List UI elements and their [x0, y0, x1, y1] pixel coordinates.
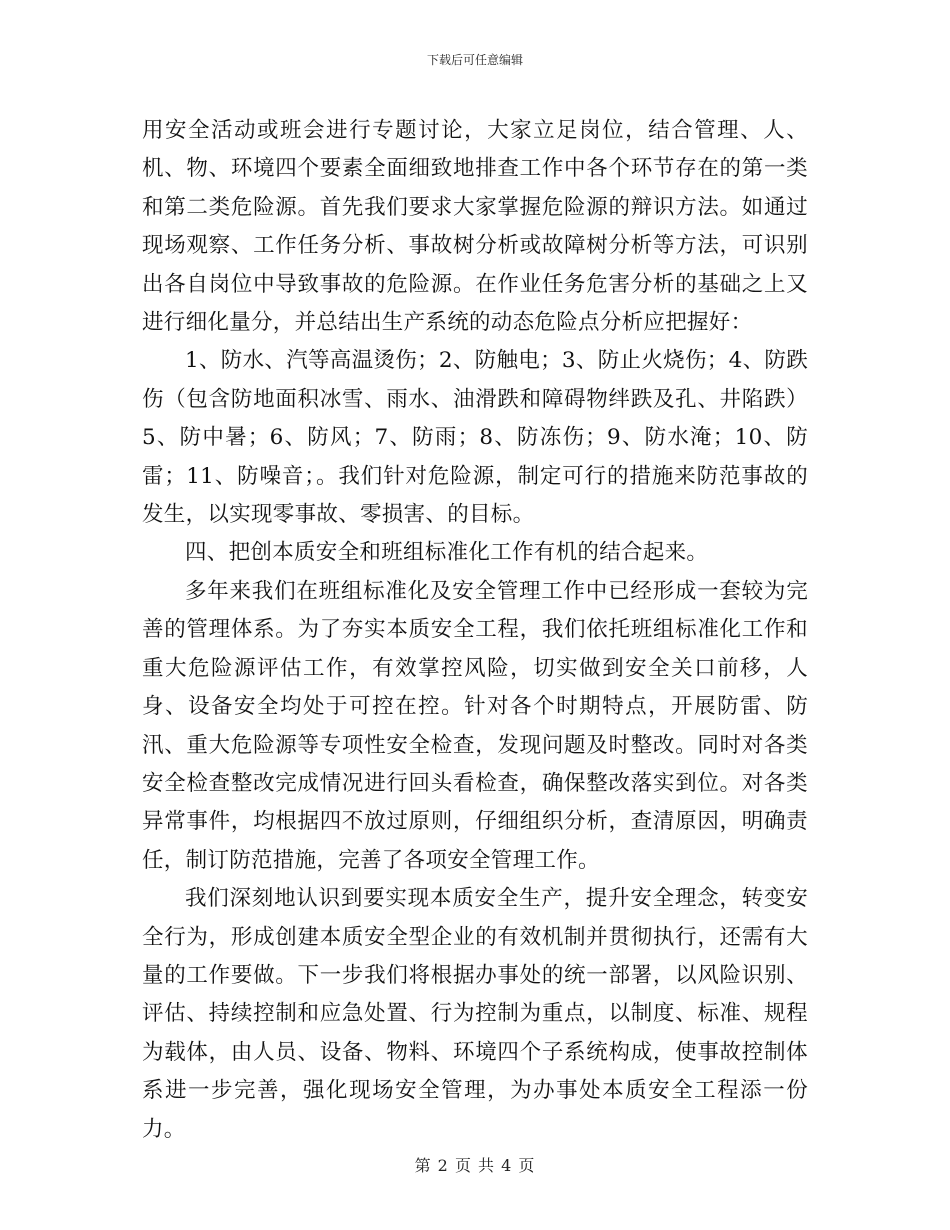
page-header-note: 下载后可任意编辑 — [426, 53, 523, 67]
paragraph-next-steps: 我们深刻地认识到要实现本质安全生产，提升安全理念，转变安全行为，形成创建本质安全型企业的有效机制并贯彻执行，还需有大量的工作要做。下一步我们将根据办事处的统一部署，以风险识别、评估、持续控制和应急处置、行为控制为重点，以制度、标准、规程为载体，由人员、设备、物料、环境四个子系统构成，使事故控制体系进一步完善，强化现场安全管理，为办事处本质安全工程添一份力。 — [142, 886, 808, 1142]
paragraph-management-system: 多年来我们在班组标准化及安全管理工作中已经形成一套较为完善的管理体系。为了夯实本质安全工程，我们依托班组标准化工作和重大危险源评估工作，有效掌控风险，切实做到安全关口前移，人身、设备安全均处于可控在控。针对各个时期特点，开展防雷、防汛、重大危险源等专项性安全检查，发现问题及时整改。同时对各类安全检查整改完成情况进行回头看检查，确保整改落实到位。对各类异常事件，均根据四不放过原则，仔细组织分析，查清原因，明确责任，制订防范措施，完善了各项安全管理工作。 — [142, 578, 808, 873]
paragraph-hazard-identification: 用安全活动或班会进行专题讨论，大家立足岗位，结合管理、人、机、物、环境四个要素全面细致地排查工作中各个环节存在的第一类和第二类危险源。首先我们要求大家掌握危险源的辩识方法。如通过现场观察、工作任务分析、事故树分析或故障树分析等方法，可识别出各自岗位中导致事故的危险源。在作业任务危害分析的基础之上又进行细化量分，并总结出生产系统的动态危险点分析应把握好： — [142, 118, 808, 336]
document-body — [142, 112, 808, 1149]
paragraph-hazard-list: 1、防水、汽等高温烫伤；2、防触电；3、防止火烧伤；4、防跌伤（包含防地面积冰雪、雨水、油滑跌和障碍物绊跌及孔、井陷跌）5、防中暑；6、防风；7、防雨；8、防冻伤；9、防水淹；10、防雷；11、防噪音；。我们针对危险源，制定可行的措施来防范事故的发生，以实现零事故、零损害、的目标。 — [142, 348, 808, 528]
section-heading-four: 四、把创本质安全和班组标准化工作有机的结合起来。 — [185, 540, 709, 566]
page-number: 第 2 页 共 4 页 — [414, 1156, 536, 1175]
